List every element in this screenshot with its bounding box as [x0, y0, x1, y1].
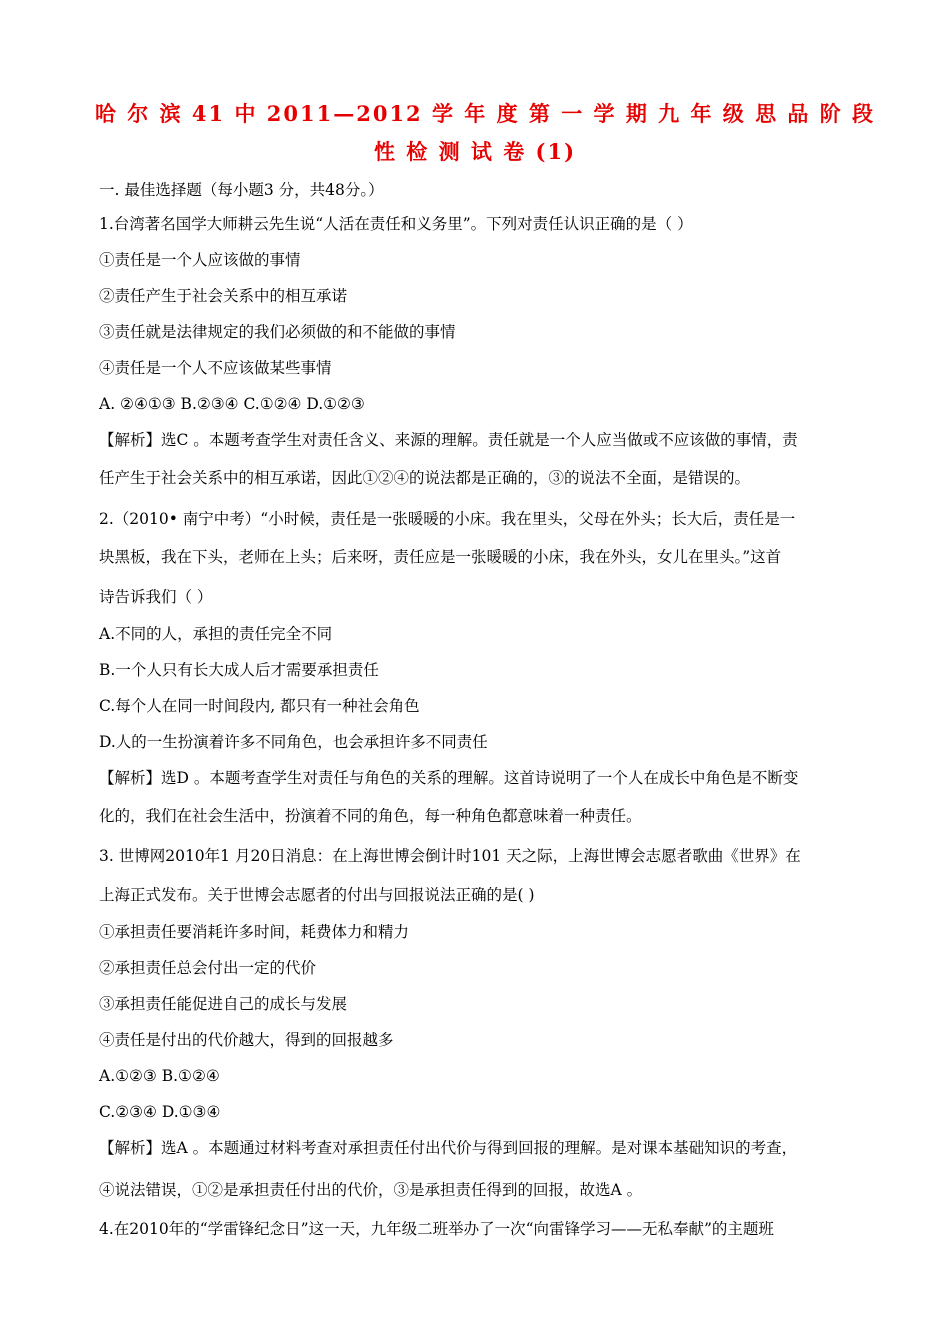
q1-statement-1: ①责任是一个人应该做的事情 — [99, 251, 301, 269]
q2-option-c: C.每个人在同一时间段内, 都只有一种社会角色 — [99, 697, 420, 715]
question-2-line-3: 诗告诉我们（ ） — [99, 588, 213, 606]
q2-option-d: D.人的一生扮演着许多不同角色，也会承担许多不同责任 — [99, 733, 488, 751]
section-heading: 一. 最佳选择题（每小题3 分，共48分。） — [99, 181, 384, 199]
q3-statement-4: ④责任是付出的代价越大，得到的回报越多 — [99, 1031, 394, 1049]
title-line-1: 哈 尔 滨 41 中 2011—2012 学 年 度 第 一 学 期 九 年 级 思 品 阶 段 — [95, 101, 876, 126]
q2-explanation-2: 化的，我们在社会生活中，扮演着不同的角色，每一种角色都意味着一种责任。 — [99, 807, 642, 825]
question-1: 1.台湾著名国学大师耕云先生说“人活在责任和义务里”。下列对责任认识正确的是（ ） — [99, 215, 693, 233]
q1-options: A. ②④①③ B.②③④ C.①②④ D.①②③ — [99, 395, 365, 413]
q3-statement-2: ②承担责任总会付出一定的代价 — [99, 959, 317, 977]
q2-explanation-1: 【解析】选D 。本题考查学生对责任与角色的关系的理解。这首诗说明了一个人在成长中角色是不断变 — [99, 769, 799, 787]
q1-statement-3: ③责任就是法律规定的我们必须做的和不能做的事情 — [99, 323, 456, 341]
q2-option-a: A.不同的人，承担的责任完全不同 — [99, 625, 333, 643]
question-3-line-1: 3. 世博网2010年1 月20日消息：在上海世博会倒计时101 天之际，上海世博会志愿者歌曲《世界》在 — [99, 847, 801, 865]
q3-explanation-2: ④说法错误，①②是承担责任付出的代价，③是承担责任得到的回报，故选A 。 — [99, 1181, 643, 1199]
title-line-2: 性 检 测 试 卷 (1) — [373, 139, 577, 164]
q2-option-b: B.一个人只有长大成人后才需要承担责任 — [99, 661, 379, 679]
question-4-line-1: 4.在2010年的“学雷锋纪念日”这一天，九年级二班举办了一次“向雷锋学习——无私奉献”的主题班 — [99, 1220, 774, 1238]
q3-options-row-1: A.①②③ B.①②④ — [99, 1067, 220, 1085]
q1-explanation-1: 【解析】选C 。本题考查学生对责任含义、来源的理解。责任就是一个人应当做或不应该做的事情，责 — [99, 431, 798, 449]
question-2-line-1: 2.（2010• 南宁中考）“小时候，责任是一张暖暖的小床。我在里头，父母在外头；长大后，责任是一 — [99, 510, 796, 528]
q1-explanation-2: 任产生于社会关系中的相互承诺，因此①②④的说法都是正确的，③的说法不全面，是错误的。 — [99, 469, 751, 487]
q3-statement-3: ③承担责任能促进自己的成长与发展 — [99, 995, 348, 1013]
question-3-line-2: 上海正式发布。关于世博会志愿者的付出与回报说法正确的是( ) — [99, 886, 535, 904]
q1-statement-4: ④责任是一个人不应该做某些事情 — [99, 359, 332, 377]
q3-options-row-2: C.②③④ D.①③④ — [99, 1103, 221, 1121]
q3-explanation-1: 【解析】选A 。本题通过材料考查对承担责任付出代价与得到回报的理解。是对课本基础知识的考查， — [99, 1139, 798, 1157]
question-2-line-2: 块黑板，我在下头，老师在上头；后来呀，责任应是一张暖暖的小床，我在外头，女儿在里头。”这首 — [99, 548, 782, 566]
q1-statement-2: ②责任产生于社会关系中的相互承诺 — [99, 287, 348, 305]
q3-statement-1: ①承担责任要消耗许多时间，耗费体力和精力 — [99, 923, 410, 941]
